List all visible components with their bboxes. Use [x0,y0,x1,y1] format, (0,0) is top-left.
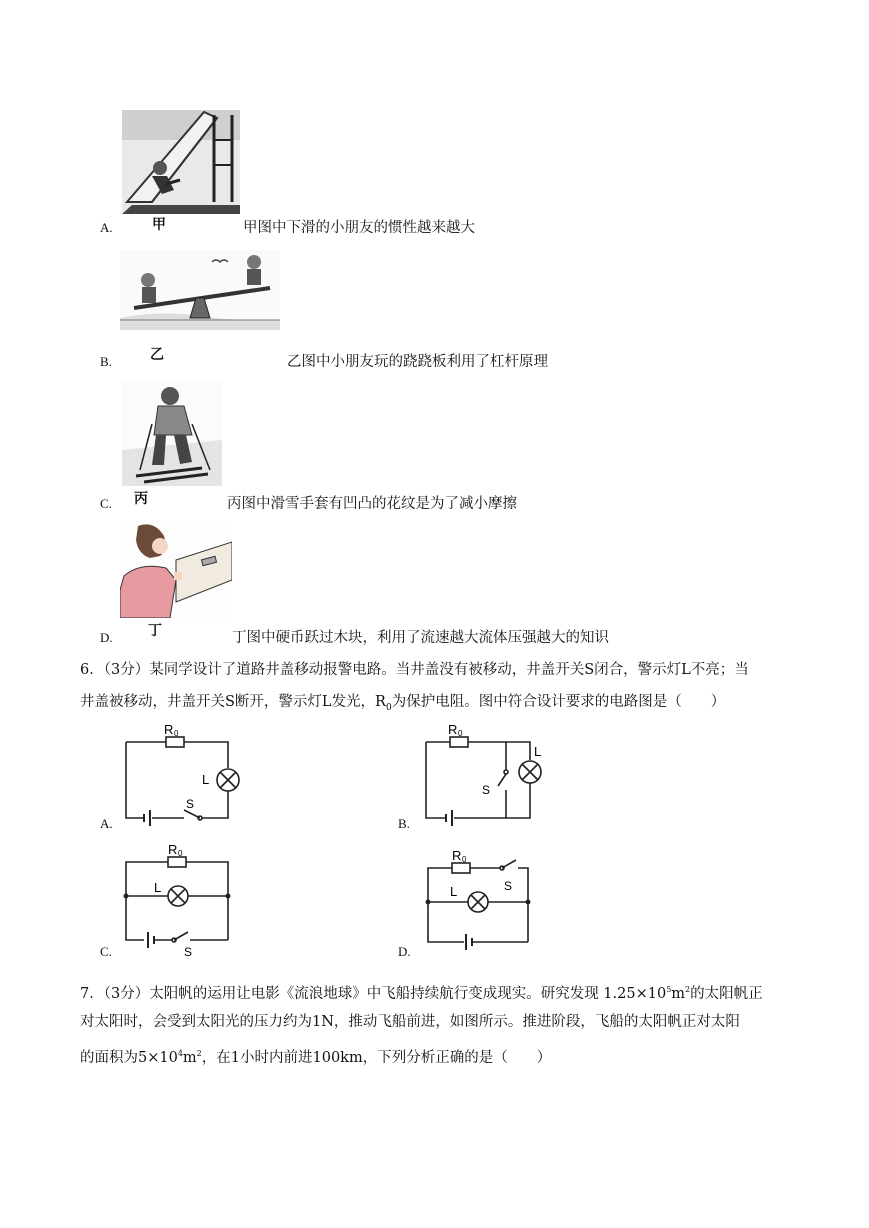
circuit-diagram-b [418,722,558,832]
circuit-c-lamp-label: L [154,880,162,895]
question-7-line-3-post: ，在1小时内前进100km，下列分析正确的是（ ） [201,1049,552,1066]
question-7-line-3-pre: 的面积为5×10 [80,1049,178,1066]
question-6-line-2 [80,692,725,718]
question-6-r0-subscript: 0 [385,702,392,713]
figure-caption-ding: 丁 [148,623,162,639]
option-b-letter: B. [100,354,112,369]
figure-caption-bing: 丙 [134,491,148,507]
question-7-line-3 [80,1044,551,1068]
figure-caption-yi: 乙 [150,347,164,363]
skier-picture [122,380,222,486]
question-7-unit-2: m [182,1049,197,1066]
circuit-diagram-a [118,722,248,832]
question-6-line-2-post: 为保护电阻。图中符合设计要求的电路图是（ ） [391,694,726,710]
option-d-letter: D. [100,630,113,645]
circuit-d-lamp-label: L [450,884,458,899]
circuit-a-r0-label: R [164,722,174,737]
circuit-d-r0-label: R [452,848,462,863]
circuit-b-lamp-label: L [534,744,542,759]
figure-caption-jia: 甲 [152,217,166,233]
circuit-a-r0-subscript: 0 [174,729,179,738]
circuit-c-r0-subscript: 0 [178,849,183,858]
circuit-a-switch-label: S [186,797,195,811]
circuit-d-r0-subscript: 0 [462,855,467,864]
circuit-c-r0-label: R [168,842,178,857]
circuit-diagram-d [420,846,550,956]
option-b-text[interactable]: 乙图中小朋友玩的跷跷板利用了杠杆原理 [287,354,548,370]
circuit-option-b-letter[interactable]: B. [398,816,410,831]
question-7-line-1-post: 的太阳帆正 [690,985,763,1002]
circuit-option-a-letter[interactable]: A. [100,816,113,831]
option-a-letter: A. [100,220,113,235]
circuit-a-lamp-label: L [202,772,210,787]
circuit-option-d-letter[interactable]: D. [398,944,411,959]
question-7-line-1-pre: 7．（3分）太阳帆的运用让电影《流浪地球》中飞船持续航行变成现实。研究发现 1.25×10 [80,985,667,1002]
circuit-b-r0-subscript: 0 [458,729,463,738]
question-7-exponent-3: 4 [177,1049,183,1058]
circuit-b-r0-label: R [448,722,458,737]
question-7-exponent-4: 2 [196,1049,202,1058]
circuit-d-switch-label: S [504,879,513,893]
question-6-line-1: 6．（3分）某同学设计了道路井盖移动报警电路。当井盖没有被移动，井盖开关S闭合，警示灯L不亮；当 [80,662,749,678]
question-7-unit-1: m [671,985,686,1002]
question-7-exponent-1: 5 [666,985,672,994]
option-c-text[interactable]: 丙图中滑雪手套有凹凸的花纹是为了减小摩擦 [227,496,517,512]
question-6-line-2-pre: 井盖被移动，井盖开关S断开，警示灯L发光，R [80,694,386,710]
slide-picture [122,110,240,214]
circuit-diagram-c [118,840,248,960]
option-a-text[interactable]: 甲图中下滑的小朋友的惯性越来越大 [243,220,475,236]
circuit-option-c-letter[interactable]: C. [100,944,112,959]
question-7-exponent-2: 2 [685,985,691,994]
question-7-line-1 [80,980,763,1004]
seesaw-picture [120,250,280,330]
coin-blowing-picture [120,520,232,618]
question-7-line-2: 对太阳时，会受到太阳光的压力约为1N，推动飞船前进，如图所示。推进阶段，飞船的太阳帆正对太阳 [80,1014,740,1030]
circuit-c-switch-label: S [184,945,193,959]
option-d-text[interactable]: 丁图中硬币跃过木块，利用了流速越大流体压强越大的知识 [232,630,609,646]
circuit-b-switch-label: S [482,783,491,797]
option-c-letter: C. [100,496,112,511]
